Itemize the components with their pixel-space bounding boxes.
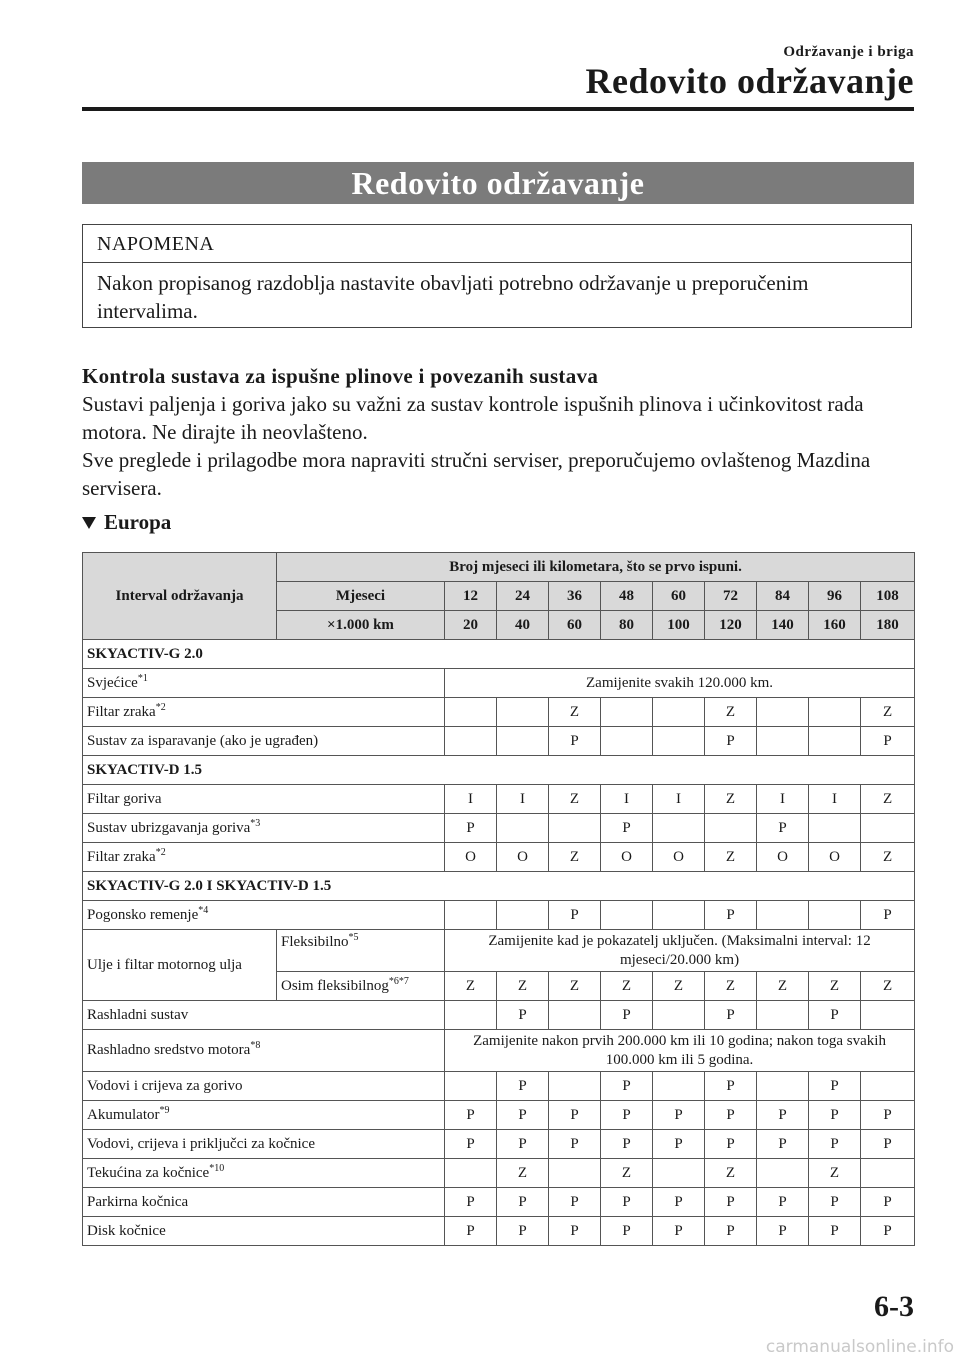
- months-cell: 12: [445, 582, 497, 611]
- row-label: [83, 814, 445, 843]
- footnote-marker: *1: [137, 672, 148, 684]
- schedule-cell: P: [757, 1130, 809, 1159]
- schedule-cell: P: [757, 1188, 809, 1217]
- schedule-cell: P: [705, 1101, 757, 1130]
- intro-paragraph-1: Sustavi paljenja i goriva jako su važni za sustav kontrole ispušnih plinova i učinkovitost rada motora. Ne dirajte ih neovlašteno.: [82, 392, 864, 444]
- schedule-cell: P: [653, 1188, 705, 1217]
- schedule-cell: [653, 1001, 705, 1030]
- schedule-cell: P: [705, 1072, 757, 1101]
- row-label: [83, 1188, 445, 1217]
- section-title: Održavanje i briga: [783, 44, 914, 60]
- row-label-text: Akumulator: [87, 1106, 160, 1123]
- row-label: Ulje i filtar motornog ulja: [83, 930, 277, 1001]
- schedule-cell: [861, 814, 915, 843]
- schedule-cell: P: [549, 1217, 601, 1246]
- table-row: [83, 814, 915, 843]
- triangle-down-icon: [82, 517, 96, 529]
- row-label-text: Sustav za isparavanje (ako je ugrađen): [87, 732, 319, 749]
- page-number: 6-3: [874, 1290, 914, 1323]
- schedule-cell: Z: [861, 698, 915, 727]
- table-row: [83, 1217, 915, 1246]
- table-row: [83, 843, 915, 872]
- row-label: [83, 1101, 445, 1130]
- schedule-cell: Z: [705, 785, 757, 814]
- schedule-cell: [809, 727, 861, 756]
- months-cell: 96: [809, 582, 861, 611]
- schedule-cell: Z: [549, 843, 601, 872]
- top-header: Broj mjeseci ili kilometara, što se prvo ispuni.: [277, 553, 915, 582]
- schedule-cell: [445, 1072, 497, 1101]
- sub-label: [277, 930, 445, 972]
- schedule-cell: I: [809, 785, 861, 814]
- schedule-cell: P: [497, 1130, 549, 1159]
- schedule-cell: P: [705, 1217, 757, 1246]
- schedule-cell: P: [445, 1188, 497, 1217]
- schedule-cell: P: [601, 1101, 653, 1130]
- schedule-cell: Z: [757, 972, 809, 1001]
- row-label-text: Rashladni sustav: [87, 1006, 189, 1023]
- schedule-cell: [549, 814, 601, 843]
- schedule-cell: [809, 901, 861, 930]
- footnote-marker: *4: [198, 904, 209, 916]
- row-label-text: Disk kočnice: [87, 1222, 166, 1239]
- schedule-cell: P: [549, 727, 601, 756]
- footnote-marker: *2: [155, 701, 166, 713]
- table-row: [83, 1072, 915, 1101]
- maintenance-table: [82, 552, 915, 1246]
- months-label: Mjeseci: [277, 582, 445, 611]
- group-row: [83, 640, 915, 669]
- row-label: [83, 669, 445, 698]
- schedule-cell: P: [757, 814, 809, 843]
- schedule-cell: P: [757, 1217, 809, 1246]
- schedule-cell: Z: [809, 1159, 861, 1188]
- schedule-cell: O: [601, 843, 653, 872]
- schedule-cell: P: [705, 1001, 757, 1030]
- schedule-cell: [757, 1001, 809, 1030]
- schedule-cell: P: [601, 1130, 653, 1159]
- group-label: SKYACTIV-G 2.0: [83, 640, 915, 669]
- row-label-text: Parkirna kočnica: [87, 1193, 189, 1210]
- row-label: [83, 727, 445, 756]
- row-label-text: Filtar goriva: [87, 790, 162, 807]
- schedule-cell: P: [861, 901, 915, 930]
- table-row: [83, 1101, 915, 1130]
- interval-header: Interval održavanja: [83, 553, 277, 640]
- schedule-cell: I: [445, 785, 497, 814]
- footnote-marker: *5: [348, 932, 359, 943]
- row-label-text: Vodovi i crijeva za gorivo: [87, 1077, 243, 1094]
- km-cell: 160: [809, 611, 861, 640]
- schedule-cell: Z: [497, 972, 549, 1001]
- page-header: [0, 0, 960, 120]
- schedule-cell: [601, 727, 653, 756]
- schedule-cell: P: [445, 814, 497, 843]
- schedule-cell: P: [861, 1188, 915, 1217]
- table-row: [83, 669, 915, 698]
- schedule-cell: P: [809, 1188, 861, 1217]
- schedule-cell: P: [809, 1217, 861, 1246]
- row-label-text: Filtar zraka: [87, 848, 156, 865]
- table-row: [83, 1159, 915, 1188]
- table-row: [83, 698, 915, 727]
- schedule-cell: [653, 814, 705, 843]
- schedule-cell: P: [861, 1217, 915, 1246]
- schedule-cell: [653, 727, 705, 756]
- km-cell: 120: [705, 611, 757, 640]
- schedule-cell: [757, 727, 809, 756]
- schedule-cell: O: [757, 843, 809, 872]
- schedule-cell: [653, 1159, 705, 1188]
- schedule-cell: Z: [497, 1159, 549, 1188]
- schedule-cell: [757, 1072, 809, 1101]
- schedule-cell: [601, 698, 653, 727]
- schedule-cell: Z: [601, 1159, 653, 1188]
- km-cell: 80: [601, 611, 653, 640]
- schedule-cell: [549, 1001, 601, 1030]
- schedule-cell: P: [861, 1130, 915, 1159]
- note-title: NAPOMENA: [83, 225, 911, 263]
- months-cell: 36: [549, 582, 601, 611]
- months-cell: 84: [757, 582, 809, 611]
- schedule-cell: [757, 698, 809, 727]
- row-label-text: Tekućina za kočnice: [87, 1164, 210, 1181]
- schedule-cell: P: [549, 1188, 601, 1217]
- schedule-cell: Z: [861, 843, 915, 872]
- schedule-cell: Z: [705, 698, 757, 727]
- row-label: [83, 785, 445, 814]
- schedule-cell: P: [601, 814, 653, 843]
- row-label: [83, 698, 445, 727]
- schedule-span: Zamijenite nakon prvih 200.000 km ili 10 godina; nakon toga svakih 100.000 km ili 5 godina.: [445, 1030, 915, 1072]
- schedule-cell: P: [705, 1188, 757, 1217]
- region-heading: [82, 510, 171, 535]
- schedule-cell: [861, 1159, 915, 1188]
- schedule-cell: P: [653, 1217, 705, 1246]
- group-row: [83, 756, 915, 785]
- page-title: Redovito održavanje: [82, 162, 914, 204]
- schedule-cell: Z: [705, 843, 757, 872]
- row-label: [83, 1159, 445, 1188]
- schedule-cell: P: [549, 901, 601, 930]
- schedule-cell: [653, 698, 705, 727]
- schedule-cell: P: [705, 901, 757, 930]
- schedule-cell: P: [809, 1101, 861, 1130]
- months-cell: 108: [861, 582, 915, 611]
- months-cell: 72: [705, 582, 757, 611]
- row-label-text: Pogonsko remenje: [87, 906, 199, 923]
- footnote-marker: *10: [209, 1162, 225, 1174]
- sub-label-text: Osim fleksibilnog: [281, 977, 389, 994]
- schedule-cell: I: [757, 785, 809, 814]
- schedule-cell: [497, 814, 549, 843]
- schedule-cell: P: [497, 1188, 549, 1217]
- schedule-cell: P: [601, 1072, 653, 1101]
- km-cell: 100: [653, 611, 705, 640]
- footnote-marker: *2: [155, 846, 166, 858]
- schedule-cell: P: [653, 1101, 705, 1130]
- row-label: [83, 1217, 445, 1246]
- schedule-cell: [497, 901, 549, 930]
- row-label: [83, 901, 445, 930]
- table-row: [83, 727, 915, 756]
- schedule-cell: P: [601, 1001, 653, 1030]
- schedule-cell: P: [757, 1101, 809, 1130]
- group-label: SKYACTIV-G 2.0 I SKYACTIV-D 1.5: [83, 872, 915, 901]
- schedule-cell: P: [497, 1101, 549, 1130]
- row-label: [83, 1030, 445, 1072]
- schedule-cell: Z: [861, 785, 915, 814]
- intro-block: [82, 362, 922, 502]
- schedule-cell: O: [653, 843, 705, 872]
- schedule-cell: Z: [549, 698, 601, 727]
- schedule-cell: [861, 1001, 915, 1030]
- km-cell: 20: [445, 611, 497, 640]
- km-cell: 140: [757, 611, 809, 640]
- schedule-cell: P: [445, 1217, 497, 1246]
- schedule-cell: O: [809, 843, 861, 872]
- schedule-cell: P: [653, 1130, 705, 1159]
- table-row: [83, 901, 915, 930]
- region-label: Europa: [104, 510, 172, 534]
- schedule-cell: Z: [549, 972, 601, 1001]
- table-row: [83, 1130, 915, 1159]
- note-box: [82, 224, 912, 328]
- schedule-cell: [549, 1159, 601, 1188]
- schedule-cell: P: [861, 1101, 915, 1130]
- schedule-cell: P: [445, 1130, 497, 1159]
- table-row: [83, 785, 915, 814]
- intro-heading: Kontrola sustava za ispušne plinove i povezanih sustava: [82, 364, 599, 388]
- schedule-cell: [445, 698, 497, 727]
- row-label-text: Rashladno sredstvo motora: [87, 1042, 251, 1058]
- schedule-cell: [653, 901, 705, 930]
- watermark: carmanualsonline.info: [765, 1337, 954, 1357]
- row-label-text: Sustav ubrizgavanja goriva: [87, 819, 251, 836]
- schedule-cell: [861, 1072, 915, 1101]
- schedule-cell: Z: [601, 972, 653, 1001]
- row-label: [83, 1001, 445, 1030]
- schedule-cell: P: [497, 1217, 549, 1246]
- table-row: [83, 1001, 915, 1030]
- schedule-cell: [445, 727, 497, 756]
- schedule-span: Zamijenite kad je pokazatelj uključen. (Maksimalni interval: 12 mjeseci/20.000 km): [445, 930, 915, 972]
- schedule-cell: [601, 901, 653, 930]
- group-row: [83, 872, 915, 901]
- schedule-cell: P: [549, 1130, 601, 1159]
- km-label: ×1.000 km: [277, 611, 445, 640]
- months-cell: 60: [653, 582, 705, 611]
- schedule-cell: P: [497, 1001, 549, 1030]
- footnote-marker: *3: [250, 817, 261, 829]
- schedule-cell: [497, 698, 549, 727]
- row-label: [83, 1072, 445, 1101]
- schedule-cell: P: [549, 1101, 601, 1130]
- schedule-cell: P: [809, 1001, 861, 1030]
- schedule-cell: I: [497, 785, 549, 814]
- schedule-cell: Z: [705, 972, 757, 1001]
- schedule-cell: Z: [705, 1159, 757, 1188]
- schedule-cell: P: [861, 727, 915, 756]
- km-cell: 40: [497, 611, 549, 640]
- schedule-cell: [809, 814, 861, 843]
- footnote-marker: *6*7: [388, 975, 409, 987]
- sub-label: [277, 972, 445, 1001]
- schedule-cell: [705, 814, 757, 843]
- schedule-cell: Z: [445, 972, 497, 1001]
- schedule-cell: P: [445, 1101, 497, 1130]
- schedule-cell: I: [653, 785, 705, 814]
- table-row: [83, 1188, 915, 1217]
- sub-label-text: Fleksibilno: [281, 934, 349, 950]
- schedule-cell: [445, 901, 497, 930]
- schedule-cell: P: [497, 1072, 549, 1101]
- schedule-cell: [757, 1159, 809, 1188]
- schedule-span: Zamijenite svakih 120.000 km.: [445, 669, 915, 698]
- schedule-cell: [809, 698, 861, 727]
- schedule-cell: P: [809, 1130, 861, 1159]
- schedule-cell: Z: [861, 972, 915, 1001]
- schedule-cell: P: [705, 727, 757, 756]
- table-row: [83, 1030, 915, 1072]
- row-label: [83, 843, 445, 872]
- schedule-cell: [445, 1159, 497, 1188]
- schedule-cell: Z: [809, 972, 861, 1001]
- schedule-cell: [445, 1001, 497, 1030]
- schedule-cell: P: [705, 1130, 757, 1159]
- schedule-cell: P: [809, 1072, 861, 1101]
- schedule-cell: [549, 1072, 601, 1101]
- km-cell: 60: [549, 611, 601, 640]
- schedule-cell: [757, 901, 809, 930]
- row-label-text: Svjećice: [87, 674, 138, 691]
- schedule-cell: O: [445, 843, 497, 872]
- footnote-marker: *9: [159, 1104, 170, 1116]
- schedule-cell: Z: [549, 785, 601, 814]
- group-label: SKYACTIV-D 1.5: [83, 756, 915, 785]
- months-cell: 48: [601, 582, 653, 611]
- chapter-title: Redovito održavanje: [585, 61, 914, 101]
- schedule-cell: [653, 1072, 705, 1101]
- schedule-cell: P: [601, 1188, 653, 1217]
- row-label-text: Filtar zraka: [87, 703, 156, 720]
- table-header-row: [83, 553, 915, 582]
- header-rule: [82, 107, 914, 111]
- schedule-cell: Z: [653, 972, 705, 1001]
- schedule-cell: [497, 727, 549, 756]
- row-label-text: Vodovi, crijeva i priključci za kočnice: [87, 1135, 315, 1152]
- footnote-marker: *8: [250, 1040, 261, 1051]
- note-text: Nakon propisanog razdoblja nastavite obavljati potrebno održavanje u preporučenim intervalima.: [97, 271, 809, 323]
- row-label: [83, 1130, 445, 1159]
- km-cell: 180: [861, 611, 915, 640]
- schedule-cell: P: [601, 1217, 653, 1246]
- months-cell: 24: [497, 582, 549, 611]
- intro-paragraph-2: Sve preglede i prilagodbe mora napraviti stručni serviser, preporučujemo ovlaštenog Mazdina servisera.: [82, 448, 871, 500]
- schedule-cell: I: [601, 785, 653, 814]
- table-row: [83, 930, 915, 972]
- schedule-cell: O: [497, 843, 549, 872]
